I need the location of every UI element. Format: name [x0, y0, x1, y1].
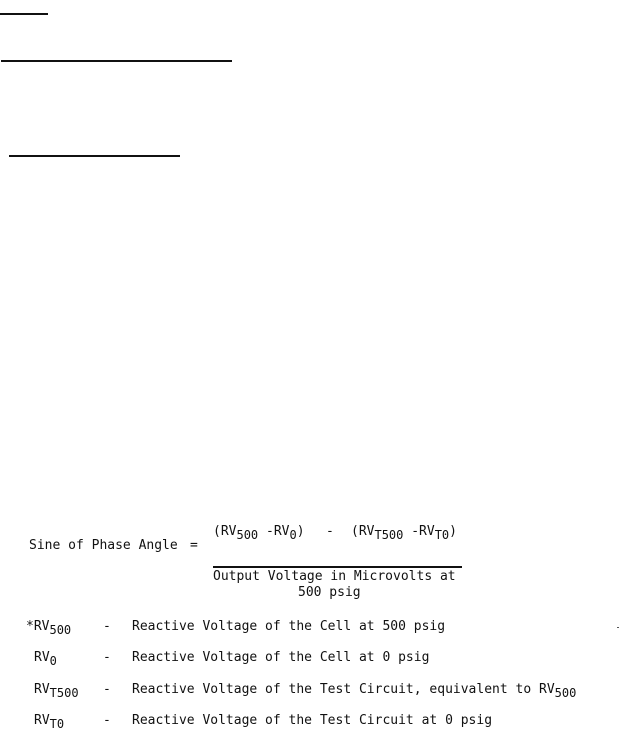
definition-symbol: $RV_{T0}$ [34, 713, 65, 731]
definition-dash: - [103, 713, 111, 728]
definition-dash: - [103, 619, 111, 634]
equation-numerator-2: ($RV_{T500}$ $-RV_{T0}$) [351, 524, 457, 542]
equation-denominator-line-1: Output Voltage in Microvolts at [213, 569, 456, 584]
definition-symbol: $RV_{T500}$ [34, 682, 79, 700]
equation-equals: = [190, 538, 198, 553]
definition-text: Reactive Voltage of the Test Circuit, equivalent to $RV_{500}$ [132, 682, 577, 700]
definition-symbol: $*RV_{500}$ [26, 619, 72, 637]
definition-dash: - [103, 650, 111, 665]
equation-numerator: ($RV_{500}$ $-RV_0$) [213, 524, 305, 542]
equation-minus: - [326, 524, 334, 539]
equation-denominator-line-2: 500 psig [298, 585, 361, 600]
heading-underline-3 [9, 155, 180, 157]
heading-underline-1 [0, 13, 48, 15]
fraction-bar [213, 566, 462, 568]
definition-dash: - [103, 682, 111, 697]
definition-text: Reactive Voltage of the Cell at 500 psig [132, 619, 446, 634]
heading-underline-2 [1, 60, 232, 62]
equation-lhs: Sine of Phase Angle [29, 538, 178, 553]
definition-text: Reactive Voltage of the Cell at 0 psig [132, 650, 430, 665]
definition-text: Reactive Voltage of the Test Circuit at 0 psig [132, 713, 493, 728]
definition-symbol: $RV_0$ [34, 650, 57, 668]
scan-speck [617, 627, 619, 628]
